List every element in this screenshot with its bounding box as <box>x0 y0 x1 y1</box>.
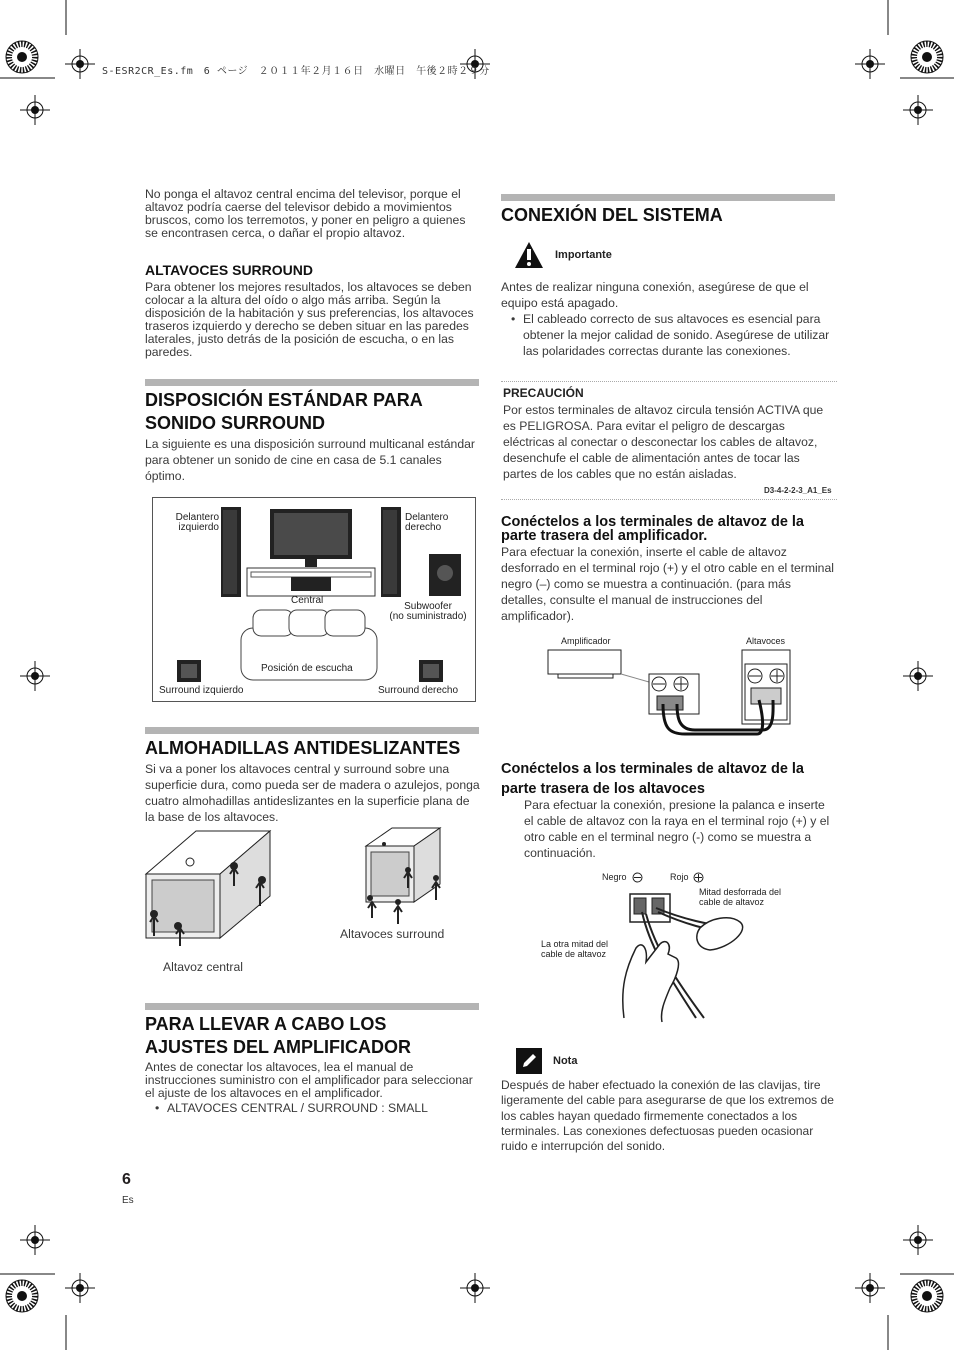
caution-code: D3-4-2-2-3_A1_Es <box>764 486 832 495</box>
pads-label-surround: Altavoces surround <box>340 927 445 941</box>
amp-settings-text: Antes de conectar los altavoces, lea el manual de instrucciones suministro con el amplificador para seleccionar el ajuste de los altavoces en el amplificador. <box>145 1060 473 1100</box>
note-label: Nota <box>553 1055 578 1067</box>
important-label: Importante <box>555 249 612 261</box>
diagram-speaker-label: Altavoces <box>746 636 786 646</box>
label-front-right: Delantero derecho <box>405 512 449 533</box>
intro-paragraph: No ponga el altavoz central encima del televisor, porque el altavoz podría caerse del televisor debido a movimientos bruscos, como los terremotos, y poner en peligro a quienes se encontrasen cerca, o dañar el propio altavoz. <box>145 187 466 240</box>
amp-settings-list <box>145 1102 475 1115</box>
important-list <box>501 311 835 359</box>
section-bar <box>501 194 835 201</box>
page-number: 6 <box>122 1171 131 1188</box>
section-bar <box>145 379 479 386</box>
speaker-connection-heading: Conéctelos a los terminales de altavoz de la parte trasera de los altavoces <box>501 761 804 797</box>
pads-heading: ALMOHADILLAS ANTIDESLIZANTES <box>145 738 461 758</box>
speaker-connection-text: Para efectuar la conexión, presione la palanca e inserte el cable de altavoz con la raya en el terminal rojo (+) y el otro cable en el terminal negro (-) como se muestra a continuación. <box>524 798 830 860</box>
minus-symbol-icon <box>632 872 643 883</box>
hand-wiring-illustration <box>600 888 770 1023</box>
amp-settings-heading: PARA LLEVAR A CABO LOS AJUSTES DEL AMPLIFICADOR <box>145 1014 412 1057</box>
warning-icon <box>514 241 544 269</box>
system-connection-heading: CONEXIÓN DEL SISTEMA <box>501 205 723 225</box>
caution-text: Por estos terminales de altavoz circula tensión ACTIVA que es PELIGROSA. Para evitar el peligro de descargas eléctricas al conectar o desconectar los cables de altavoz, desenchufe el cable de alimentación antes de tocar las partes de los cables que no están aisladas. <box>503 403 824 481</box>
note-pencil-icon <box>516 1048 542 1074</box>
hand-label-black-text: Negro <box>602 872 627 882</box>
diagram-amp-label: Amplificador <box>561 636 611 646</box>
hand-label-half-stripped: Mitad desforrada del cable de altavoz <box>699 887 782 907</box>
plus-symbol-icon <box>693 872 704 883</box>
important-item: • El cableado correcto de sus altavoces es esencial para obtener la mejor calidad de sonido. Asegúrese de utilizar las polaridades correctas durante las conexiones. <box>501 311 835 359</box>
section-bar <box>145 1003 479 1010</box>
amp-connection-heading: Conéctelos a los terminales de altavoz de la parte trasera del amplificador. <box>501 514 804 544</box>
page-language: Es <box>122 1195 134 1206</box>
surround-speakers-heading: ALTAVOCES SURROUND <box>145 262 313 278</box>
surround-speakers-text: Para obtener los mejores resultados, los altavoces se deben colocar a la altura del oído o algo más arriba. Según la disposición de la habitación y sus preferencias, los altavoces traseros izquierdo y derecho se deben situar en las paredes laterales, justo detrás de la posición de escucha, o en las paredes. <box>145 280 474 359</box>
label-surround-left: Surround izquierdo <box>159 685 244 696</box>
important-text: Antes de realizar ninguna conexión, asegúrese de que el equipo está apagado. <box>501 280 809 310</box>
pads-text: Si va a poner los altavoces central y surround sobre una superficie dura, como pueda ser de madera o azulejos, ponga cuatro almohadillas antideslizantes en la superficie plana de la base de los altavoces. <box>145 762 480 824</box>
hand-label-black <box>602 872 627 882</box>
amp-speaker-wiring-diagram <box>545 648 795 738</box>
label-surround-right: Surround derecho <box>378 685 459 696</box>
surround-layout-diagram <box>152 497 476 702</box>
amp-connection-text: Para efectuar la conexión, inserte el cable de altavoz desforrado en el terminal rojo (+) y el otro cable en el terminal negro (–) como se muestra a continuación. (para más detalles, consulte el manual de instrucciones del amplificador). <box>501 545 834 623</box>
label-subwoofer: Subwoofer (no suministrado) <box>389 601 467 622</box>
caution-heading: PRECAUCIÓN <box>503 386 584 400</box>
hand-label-other-half: La otra mitad del cable de altavoz <box>541 939 609 959</box>
label-front-left: Delantero izquierdo <box>175 512 219 533</box>
section-bar <box>145 727 479 734</box>
pads-label-center: Altavoz central <box>163 960 243 974</box>
file-header: S-ESR2CR_Es.fm 6 ページ ２０１１年２月１６日 水曜日 午後２時２９分 <box>102 66 490 77</box>
label-listening-position: Posición de escucha <box>261 663 353 674</box>
layout-text: La siguiente es una disposición surround multicanal estándar para obtener un sonido de cine en casa de 5.1 canales óptimo. <box>145 437 475 483</box>
note-text: Después de haber efectuado la conexión de las clavijas, tire ligeramente del cable para asegurarse de que los extremos de los cables hayan quedado firmemente conectados a los terminales. Las conexiones defectuosas pueden ocasionar ruido e interrupción del sonido. <box>501 1078 834 1154</box>
layout-heading: DISPOSICIÓN ESTÁNDAR PARA SONIDO SURROUND <box>145 390 423 433</box>
amp-settings-item: • ALTAVOCES CENTRAL / SURROUND : SMALL <box>145 1102 475 1115</box>
hand-label-red: Rojo <box>670 872 689 882</box>
label-center: Central <box>291 595 324 606</box>
